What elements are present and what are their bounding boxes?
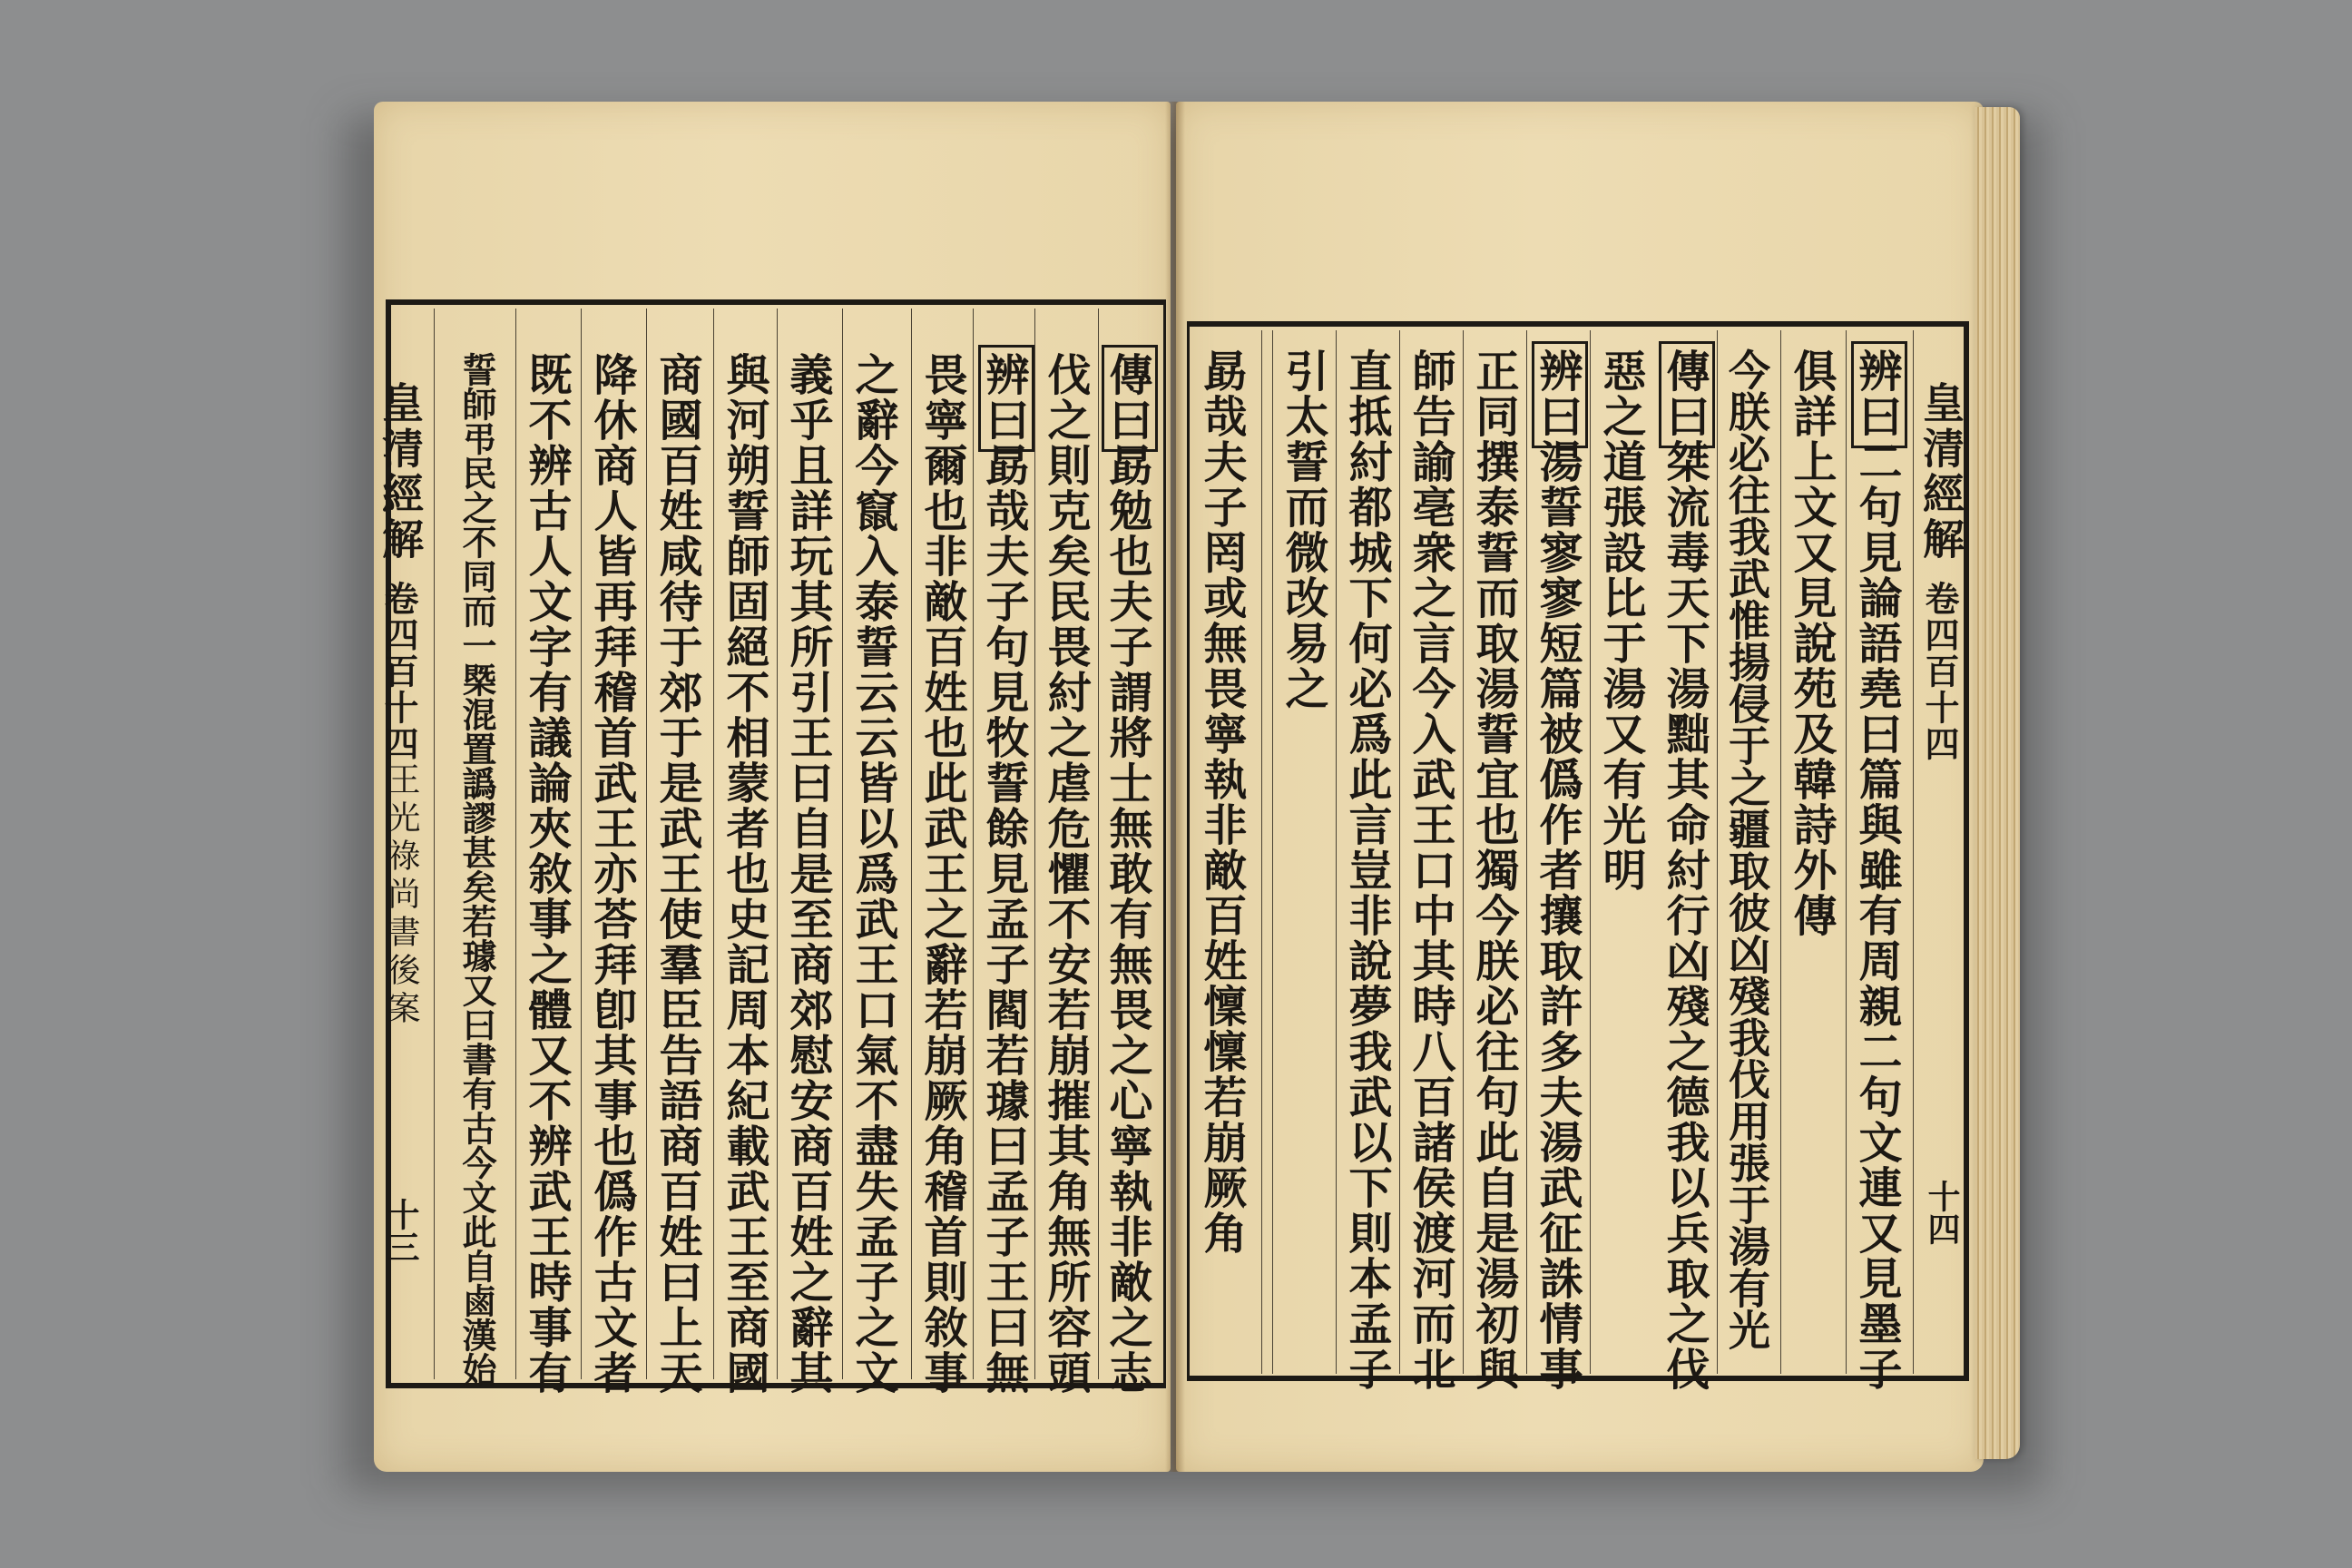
left-column-10: 既不辨古人文字有議論夾敘事之體又不辨武王時事有 [521,352,572,1396]
page-edges [1975,107,2020,1459]
annotation-box [1102,345,1158,452]
column-rule [911,309,912,1379]
right-margin-title: 皇清經解 [1916,381,1965,563]
column-rule [1590,330,1591,1374]
annotation-box [978,345,1034,452]
column-rule [1098,309,1099,1379]
left-column-11: 誓師弔民之不同而一槩混置譌謬甚矣若璩又曰書有古今文此自鹵漢始 [456,352,497,1387]
left-margin-author: 王光祿尚書後案 [383,762,420,1029]
column-rule [713,309,714,1379]
column-rule [1261,330,1262,1374]
left-column-9: 降休商人皆再拜稽首武王亦荅拜卽其事也僞作古文者 [586,352,637,1396]
right-margin-rule [1913,330,1914,1374]
right-column-6: 辨曰湯誓寥寥短篇被僞作者攘取許多夫湯武征誅情事 [1532,348,1583,1392]
column-rule [581,309,582,1379]
left-margin-rule [434,309,435,1379]
left-column-1: 傳曰勗勉也夫子謂將士無敢有無畏之心寧執非敵之志 [1102,352,1152,1396]
right-column-11: 勗哉夫子罔或無畏寧執非敵百姓懍懍若崩厥角 [1196,348,1247,1256]
right-column-9: 直抵紂都城下何必爲此言豈非說夢我武以下則本孟子 [1341,348,1392,1392]
column-rule [515,309,516,1379]
right-column-1: 辨曰二句見論語堯曰篇與雖有周親二句文連又見墨子 [1851,348,1902,1392]
left-margin-title: 皇清經解 [376,381,425,563]
left-margin-page-number: 十三 [382,1198,420,1263]
column-rule [1272,330,1273,1374]
column-rule [973,309,974,1379]
column-rule [1399,330,1400,1374]
annotation-box [1659,341,1715,448]
column-rule [1846,330,1847,1374]
left-column-3: 辨曰勗哉夫子句見牧誓餘見孟子閻若璩曰孟子王曰無 [978,352,1029,1396]
column-rule [777,309,778,1379]
column-rule [1463,330,1464,1374]
column-rule [1717,330,1718,1374]
left-column-7: 與河朔誓師固絕不相蒙者也史記周本紀載武王至商國 [719,352,769,1396]
left-column-8: 商國百姓咸待于郊于是武王使羣臣告語商百姓曰上天 [652,352,702,1396]
right-column-7: 正同撰泰誓而取湯誓宜也獨今朕必往句此自是湯初與 [1468,348,1519,1392]
left-column-5: 之辭今竄入泰誓云云皆以爲武王口氣不盡失孟子之文 [848,352,898,1396]
right-margin-volume: 卷四百十四 [1919,581,1960,762]
annotation-box [1851,341,1907,448]
right-column-4: 傳曰桀流毒天下湯黜其命紂行凶殘之德我以兵取之伐 [1659,348,1710,1392]
column-rule [842,309,843,1379]
column-rule [1780,330,1781,1374]
right-margin-page-number: 十四 [1923,1180,1961,1245]
column-rule [1526,330,1527,1374]
left-margin-volume: 卷四百十四 [378,581,419,762]
left-column-6: 義乎且詳玩其所引王曰自是至商郊慰安商百姓之辭其 [782,352,833,1396]
left-column-2: 伐之則克矣民畏紂之虐危懼不安若崩摧其角無所容頭 [1040,352,1091,1396]
column-rule [1336,330,1337,1374]
right-column-3: 今朕必往我武惟揚侵于之疆取彼凶殘我伐用張于湯有光 [1722,348,1771,1350]
right-column-8: 師告諭亳衆之言今入武王口中其時八百諸侯渡河而北 [1405,348,1455,1392]
left-column-4: 畏寧爾也非敵百姓也此武王之辭若崩厥角稽首則敘事 [916,352,967,1396]
book-gutter [1165,102,1185,1472]
column-rule [646,309,647,1379]
annotation-box [1532,341,1588,448]
right-column-10: 引太誓而微改易之 [1278,348,1328,711]
column-rule [1034,309,1035,1379]
right-column-5: 惡之道張設比于湯又有光明 [1595,348,1646,893]
right-column-2: 俱詳上文又見說苑及韓詩外傳 [1786,348,1837,938]
